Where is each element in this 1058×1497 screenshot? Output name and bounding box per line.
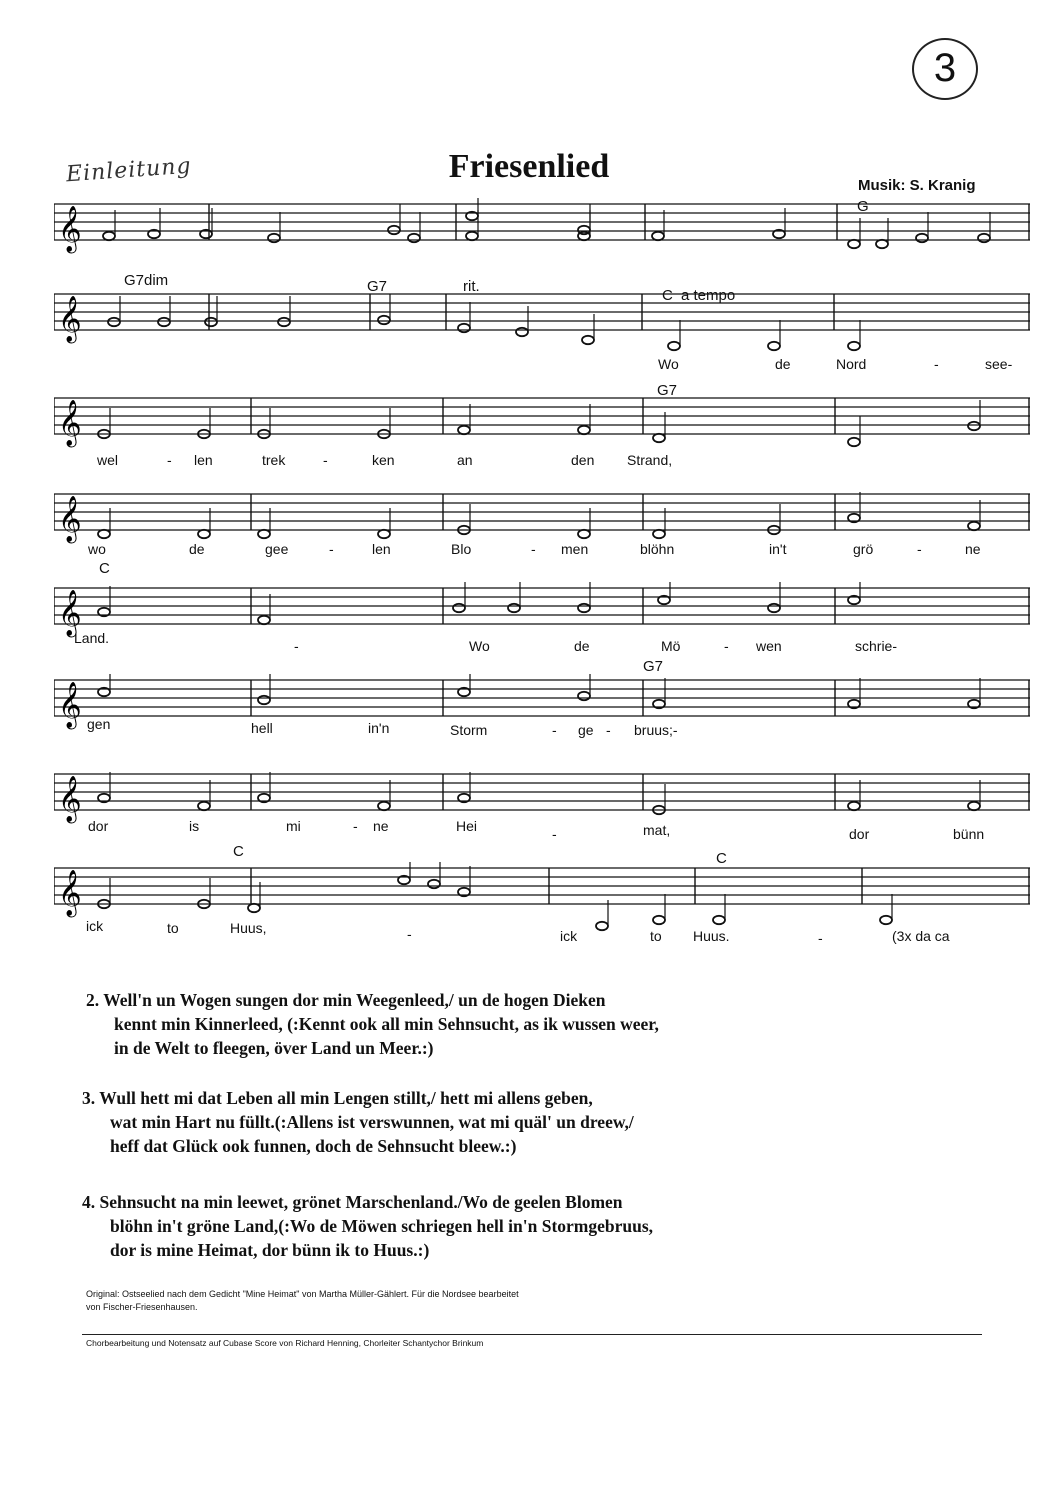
source-note-line: Original: Ostseelied nach dem Gedicht "Mine Heimat" von Martha Müller-Gählert. Für die Nordsee bearbeitet (86, 1289, 519, 1299)
notehead (653, 916, 665, 924)
lyric-syllable: mi (286, 818, 301, 834)
notehead (848, 438, 860, 446)
staff-system-5 (54, 582, 1030, 636)
staff-lines (54, 862, 1030, 932)
notehead (880, 916, 892, 924)
lyric-syllable: wo (88, 541, 106, 557)
lyric-syllable: grö (853, 541, 874, 557)
notehead (848, 240, 860, 248)
lyric-syllable: to (650, 928, 662, 944)
treble-clef-icon: 𝄞 (58, 682, 82, 728)
verse-number: 3. (82, 1088, 96, 1108)
notehead (378, 316, 390, 324)
notehead (198, 530, 210, 538)
lyric-syllable: - (552, 826, 557, 842)
lyric-syllable: Wo (658, 356, 679, 372)
notehead (848, 802, 860, 810)
verse-4 (82, 1190, 842, 1262)
lyric-syllable: - (818, 930, 823, 946)
treble-clef-icon: 𝄞 (58, 400, 82, 446)
staff-system-4 (54, 488, 1030, 542)
lyric-syllable: - (353, 818, 358, 834)
staff-lines (54, 674, 1030, 744)
lyric-syllable: de (574, 638, 590, 654)
notehead (848, 342, 860, 350)
notehead (388, 226, 400, 234)
lyric-syllable: de (189, 541, 205, 557)
notehead (458, 324, 470, 332)
notehead (968, 522, 980, 530)
notehead (258, 616, 270, 624)
lyric-syllable: in't (769, 541, 787, 557)
lyric-syllable: gen (87, 716, 111, 732)
lyric-syllable: - (606, 722, 611, 738)
lyric-syllable: Nord (836, 356, 867, 372)
lyric-syllable: men (561, 541, 589, 557)
chord-label: G (857, 198, 869, 215)
notehead (652, 232, 664, 240)
treble-clef-icon: 𝄞 (58, 870, 82, 916)
notehead (916, 234, 928, 242)
chord-label: G7 (367, 278, 388, 295)
source-note (86, 1288, 746, 1314)
notehead (653, 434, 665, 442)
page-number-circle: 3 (912, 38, 978, 100)
notehead (458, 426, 470, 434)
verse-line: in de Welt to fleegen, över Land un Meer.:) (114, 1038, 434, 1058)
lyric-syllable: trek (262, 452, 286, 468)
verse-line: kennt min Kinnerleed, (:Kennt ook all min Sehnsucht, as ik wussen weer, (114, 1014, 659, 1034)
lyric-syllable: - (294, 638, 299, 654)
treble-clef-icon: 𝄞 (58, 206, 82, 252)
treble-clef-icon: 𝄞 (58, 496, 82, 542)
notehead (508, 604, 520, 612)
arrangement-credit: Chorbearbeitung und Notensatz auf Cubase Score von Richard Henning, Chorleiter Schantychor Brinkum (86, 1338, 484, 1348)
lyric-syllable: Blo (451, 541, 472, 557)
notehead (103, 232, 115, 240)
lyric-syllable: Wo (469, 638, 490, 654)
notehead (768, 342, 780, 350)
composer-credit: Musik: S. Kranig (858, 177, 976, 194)
notehead (978, 234, 990, 242)
chord-label: G7 (643, 658, 664, 675)
notehead (578, 604, 590, 612)
staff-system-7 (54, 768, 1030, 822)
lyric-syllable: bruus;- (634, 722, 678, 738)
lyric-syllable: - (917, 541, 922, 557)
lyric-syllable: see- (985, 356, 1013, 372)
staff-system-2 (54, 288, 1030, 342)
lyric-syllable: ne (373, 818, 389, 834)
verse-number: 4. (82, 1192, 96, 1212)
notehead (408, 234, 420, 242)
lyric-syllable: ne (965, 541, 981, 557)
lyric-syllable: in'n (368, 720, 390, 736)
notehead (713, 916, 725, 924)
chord-label: C (716, 850, 727, 867)
lyric-syllable: - (329, 541, 334, 557)
lyric-syllable: gee (265, 541, 289, 557)
notehead (428, 880, 440, 888)
staff-lines (54, 198, 1030, 268)
lyric-syllable: bünn (953, 826, 985, 842)
lyric-syllable: - (724, 638, 729, 654)
staff-system-8 (54, 862, 1030, 916)
notehead (453, 604, 465, 612)
lyric-syllable: mat, (643, 822, 671, 838)
lyric-syllable: hell (251, 720, 273, 736)
notehead (248, 904, 260, 912)
lyric-syllable: de (775, 356, 791, 372)
lyric-syllable: - (407, 926, 412, 942)
lyric-syllable: Hei (456, 818, 478, 834)
lyric-syllable: ge (578, 722, 594, 738)
lyric-syllable: (3x da ca (892, 928, 950, 944)
notehead (258, 696, 270, 704)
staff-system-3 (54, 392, 1030, 446)
notehead (258, 530, 270, 538)
lyric-syllable: wel (97, 452, 119, 468)
treble-clef-icon: 𝄞 (58, 590, 82, 636)
verse-line: Wull hett mi dat Leben all min Lengen stillt,/ hett mi allens geben, (99, 1088, 593, 1108)
notehead (578, 426, 590, 434)
notehead (668, 342, 680, 350)
verse-line: dor is mine Heimat, dor bünn ik to Huus.:) (110, 1240, 430, 1260)
chord-label: C (99, 560, 110, 577)
lyric-syllable: den (571, 452, 595, 468)
verse-2 (86, 988, 846, 1060)
notehead (108, 318, 120, 326)
notehead (98, 530, 110, 538)
verse-3 (82, 1086, 842, 1158)
notehead (268, 234, 280, 242)
treble-clef-icon: 𝄞 (58, 296, 82, 342)
handwritten-intro-note: Einleitung (65, 153, 193, 188)
chord-label: G7 (657, 382, 678, 399)
notehead (876, 240, 888, 248)
lyric-syllable: is (189, 818, 200, 834)
notehead (378, 802, 390, 810)
lyric-syllable: dor (88, 818, 109, 834)
notehead (596, 922, 608, 930)
tempo-marking: rit. (463, 278, 480, 295)
staff-lines (54, 288, 1030, 358)
notehead (768, 604, 780, 612)
footer-divider (82, 1334, 982, 1335)
lyric-syllable: Mö (661, 638, 681, 654)
lyric-syllable: Storm (450, 722, 488, 738)
lyric-syllable: - (323, 452, 328, 468)
notehead (278, 318, 290, 326)
verse-line: Well'n un Wogen sungen dor min Weegenleed,/ un de hogen Dieken (103, 990, 606, 1010)
lyric-syllable: - (934, 356, 939, 372)
lyric-syllable: dor (849, 826, 870, 842)
lyric-syllable: Huus, (230, 920, 267, 936)
lyric-syllable: - (531, 541, 536, 557)
notehead (578, 530, 590, 538)
notehead (158, 318, 170, 326)
treble-clef-icon: 𝄞 (58, 776, 82, 822)
lyric-syllable: ken (372, 452, 395, 468)
verse-line: wat min Hart nu füllt.(:Allens ist verswunnen, wat mi quäl' un dreew,/ (110, 1112, 634, 1132)
verse-number: 2. (86, 990, 100, 1010)
source-note-line: von Fischer-Friesenhausen. (86, 1302, 198, 1312)
notehead (968, 802, 980, 810)
tempo-marking: a tempo (681, 287, 736, 304)
lyric-syllable: to (167, 920, 179, 936)
lyric-syllable: an (457, 452, 473, 468)
notehead (198, 802, 210, 810)
chord-label: C (662, 287, 673, 304)
verse-line: heff dat Glück ook funnen, doch de Sehnsucht bleew.:) (110, 1136, 517, 1156)
notehead (378, 530, 390, 538)
chord-label: C (233, 843, 244, 860)
lyric-syllable: schrie- (855, 638, 898, 654)
notehead (466, 232, 478, 240)
notehead (578, 232, 590, 240)
lyric-syllable: ick (560, 928, 578, 944)
lyric-syllable: len (194, 452, 213, 468)
verse-line: blöhn in't gröne Land,(:Wo de Möwen schriegen hell in'n Stormgebruus, (110, 1216, 654, 1236)
notehead (968, 422, 980, 430)
lyric-syllable: - (552, 722, 557, 738)
lyric-syllable: wen (756, 638, 782, 654)
lyric-syllable: blöhn (640, 541, 675, 557)
verse-line: Sehnsucht na min leewet, grönet Marschenland./Wo de geelen Blomen (99, 1192, 623, 1212)
lyric-syllable: ick (86, 918, 104, 934)
lyric-syllable: Strand, (627, 452, 673, 468)
notehead (205, 318, 217, 326)
lyric-syllable: - (167, 452, 172, 468)
staff-lines (54, 768, 1030, 838)
song-title: Friesenlied (448, 148, 610, 185)
notehead (653, 530, 665, 538)
notehead (516, 328, 528, 336)
staff-system-1 (54, 198, 1030, 252)
notehead (578, 692, 590, 700)
chord-label: G7dim (124, 272, 169, 289)
notehead (582, 336, 594, 344)
lyric-syllable: Land. (74, 630, 110, 646)
lyric-syllable: len (372, 541, 391, 557)
lyric-syllable: Huus. (693, 928, 730, 944)
